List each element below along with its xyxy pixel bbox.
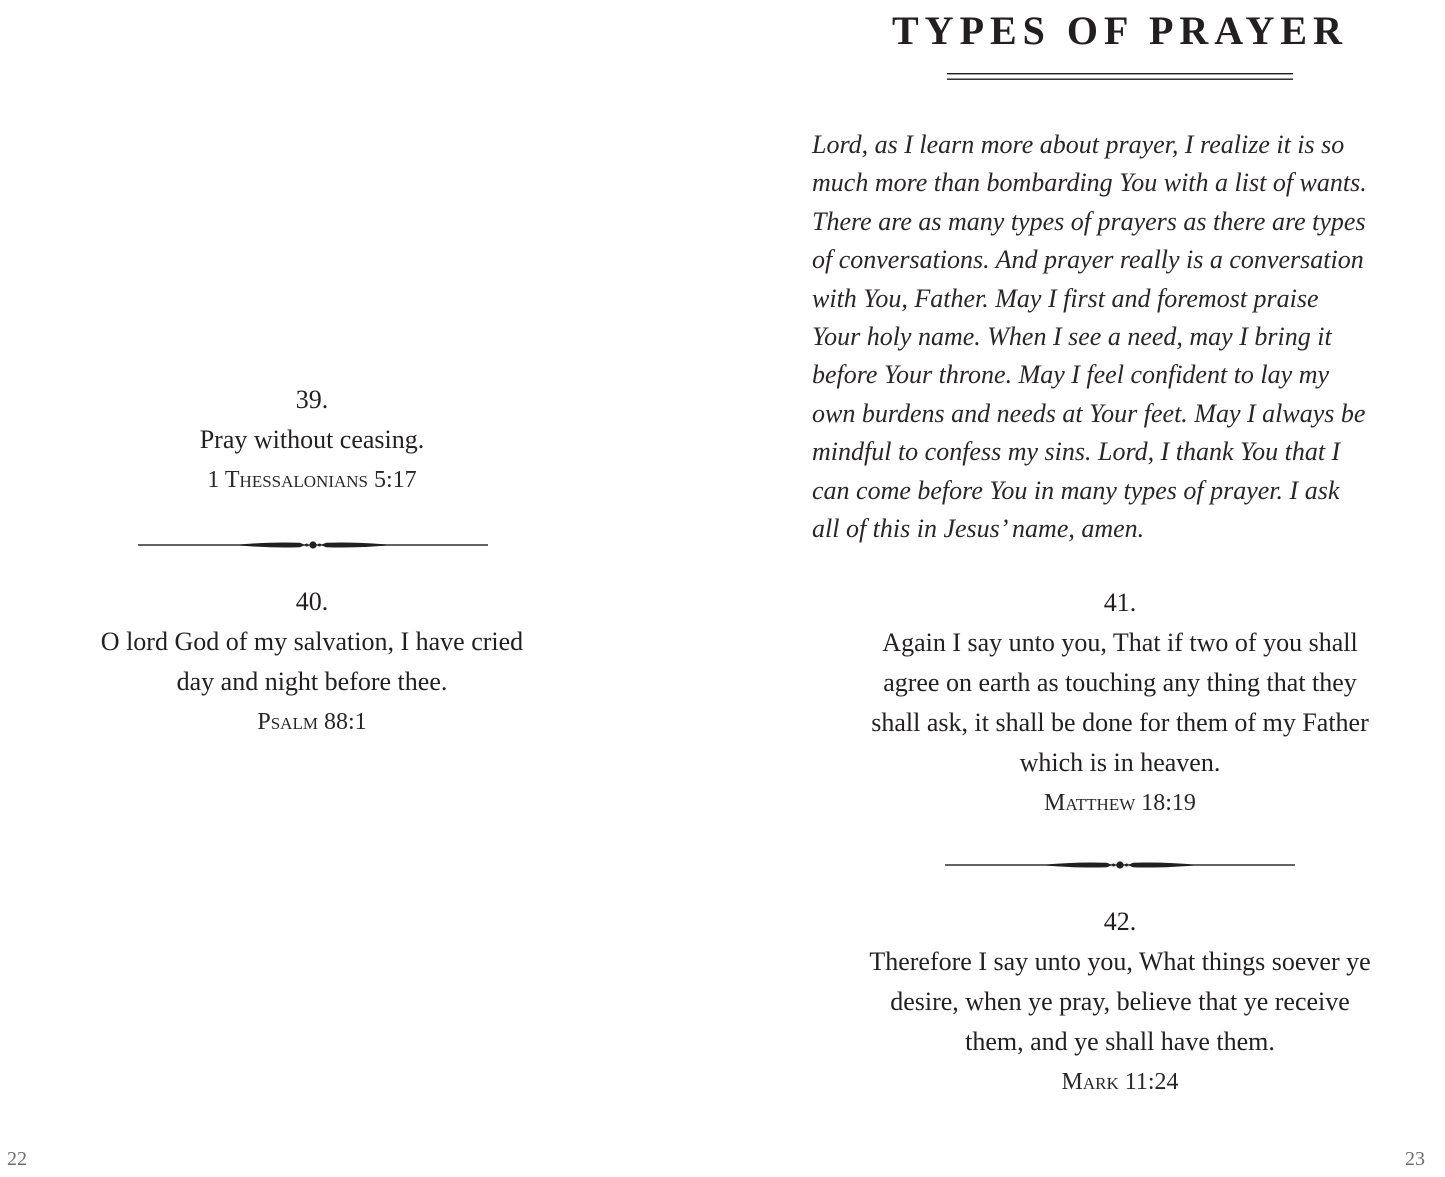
prayer-line: all of this in Jesus’ name, amen. <box>812 514 1145 544</box>
prayer-paragraph <box>812 126 1432 548</box>
page-number: 22 <box>7 1148 27 1170</box>
right-page <box>722 0 1445 1177</box>
page-number: 23 <box>1405 1148 1425 1170</box>
title-double-rule <box>947 72 1293 82</box>
verse-number: 42. <box>1103 907 1137 936</box>
verse-number: 39. <box>295 385 329 414</box>
verse-number: 40. <box>295 587 329 616</box>
verse-40 <box>80 582 544 742</box>
verse-reference: Mark 11:24 <box>1061 1069 1179 1095</box>
divider-flourish <box>138 536 488 554</box>
prayer-line: much more than bombarding You with a list of wants. <box>812 168 1367 198</box>
verse-text: O lord God of my salvation, I have cried day and night before thee. <box>100 627 524 696</box>
prayer-line: Lord, as I learn more about prayer, I realize it is so <box>812 130 1345 159</box>
divider-flourish <box>945 856 1295 874</box>
verse-text: Again I say unto you, That if two of you shall agree on earth as touching any thing that they shall ask, it shall be done for them of my Father which is in heaven. <box>871 628 1369 777</box>
left-page <box>0 0 722 1177</box>
verse-text: Therefore I say unto you, What things soever ye desire, when ye pray, believe that ye receive them, and ye shall have them. <box>869 947 1371 1056</box>
prayer-line: own burdens and needs at Your feet. May I always be <box>812 398 1366 428</box>
verse-reference: Matthew 18:19 <box>1044 790 1196 816</box>
verse-text: Pray without ceasing. <box>199 425 425 454</box>
verse-reference: 1 Thessalonians 5:17 <box>207 467 417 493</box>
page-title: TYPES OF PRAYER <box>892 8 1348 53</box>
prayer-line: of conversations. And prayer really is a conversation <box>812 245 1364 275</box>
verse-42 <box>862 902 1378 1102</box>
prayer-line: before Your throne. May I feel confident to lay my <box>812 360 1330 390</box>
prayer-line: There are as many types of prayers as there are types <box>812 206 1366 236</box>
verse-reference: Psalm 88:1 <box>257 709 367 735</box>
prayer-line: can come before You in many types of prayer. I ask <box>812 475 1340 505</box>
verse-41 <box>862 583 1378 823</box>
verse-39 <box>80 380 544 500</box>
verse-number: 41. <box>1103 588 1137 617</box>
prayer-line: Your holy name. When I see a need, may I bring it <box>812 322 1332 352</box>
prayer-line: mindful to confess my sins. Lord, I thank You that I <box>812 437 1341 467</box>
prayer-line: with You, Father. May I first and foremost praise <box>812 283 1319 313</box>
